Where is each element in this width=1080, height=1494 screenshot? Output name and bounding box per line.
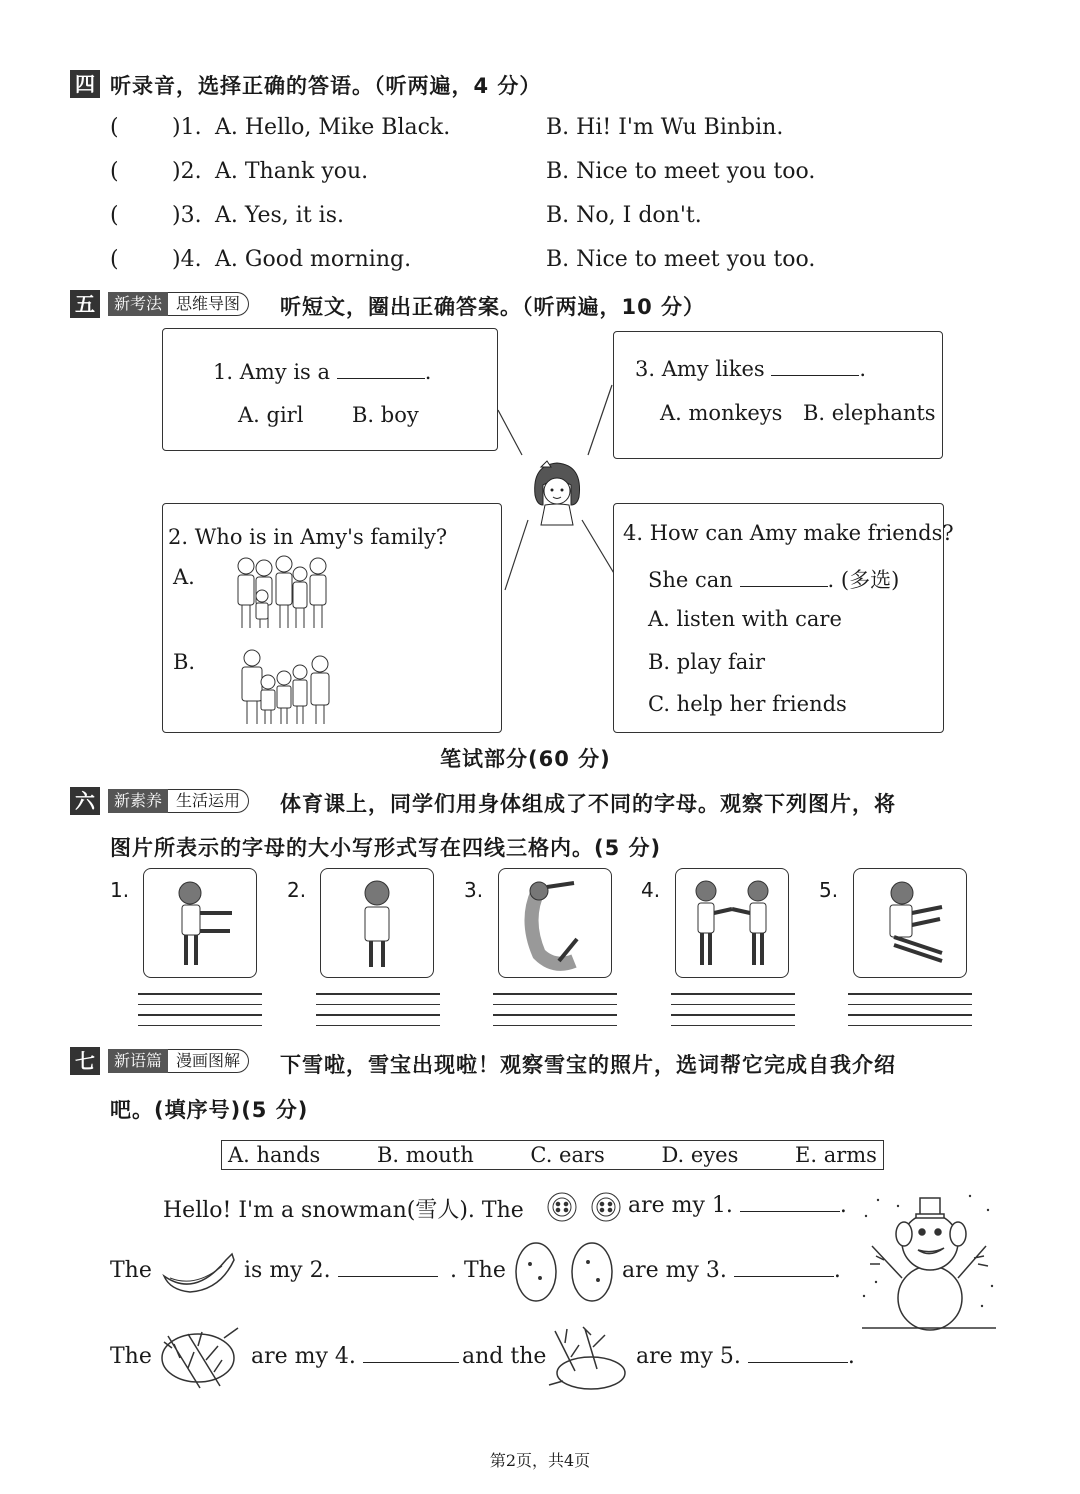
page-footer: 第2页，共4页 (489, 1451, 591, 1470)
option-a: A. girl (238, 403, 304, 427)
picture-number: 4. (641, 878, 661, 902)
family-a-illustration (234, 552, 334, 632)
tag-label: 生活运用 (168, 789, 249, 813)
picture-number: 5. (819, 878, 839, 902)
answer-blank-5[interactable] (748, 1362, 848, 1363)
writing-lines-5[interactable] (848, 993, 972, 1035)
snowman-line-1-end: are my 1. . (628, 1193, 847, 1218)
blank-label: are my 5. (636, 1344, 741, 1369)
letter-picture-4 (675, 868, 789, 978)
section-5-tag (108, 292, 249, 316)
writing-lines-4[interactable] (671, 993, 795, 1035)
multi-select-note: (多选) (840, 568, 900, 592)
sentence-start: She can (648, 568, 733, 592)
question-box-3 (613, 331, 943, 459)
item-paren: ( (110, 203, 119, 228)
section-7-heading-line2: 吧。(填序号)(5 分) (110, 1098, 309, 1122)
item-number: )3. (172, 203, 202, 228)
option-a: A. Hello, Mike Black. (215, 115, 451, 140)
snowman-line-1-start: Hello! I'm a snowman(雪人). The (163, 1198, 524, 1223)
picture-number: 2. (287, 878, 307, 902)
letter-picture-1 (143, 868, 257, 978)
snowman-line-3-mid (251, 1344, 459, 1369)
section-7-badge: 七 (70, 1047, 100, 1075)
snowman-line-2-mid (244, 1258, 438, 1283)
family-b-illustration (236, 646, 336, 728)
item-paren: ( (110, 247, 119, 272)
item-number: )1. (172, 115, 202, 140)
question-2-stem: 2. Who is in Amy's family? (168, 525, 448, 549)
section-4-heading: 听录音，选择正确的答语。（听两遍，4 分） (110, 74, 542, 98)
section-5-badge: 五 (70, 290, 100, 318)
word-option: B. mouth (376, 1143, 474, 1167)
written-part-title: 笔试部分(60 分) (440, 747, 611, 771)
twig-hands-icon (158, 1324, 244, 1392)
writing-lines-3[interactable] (493, 993, 617, 1035)
snowman-line-3-and: and the (462, 1344, 547, 1369)
word-option: E. arms (795, 1143, 877, 1167)
section-7-tag (108, 1049, 249, 1073)
section-6-heading-line1: 体育课上，同学们用身体组成了不同的字母。观察下列图片，将 (280, 792, 896, 816)
option-b: B. Nice to meet you too. (546, 159, 816, 184)
banana-mouth-icon (160, 1246, 238, 1296)
letter-picture-2 (320, 868, 434, 978)
eggs-ears-icon (512, 1240, 616, 1304)
letter-picture-3 (498, 868, 612, 978)
option-a: A. monkeys (660, 401, 783, 425)
option-b: B. play fair (648, 650, 766, 674)
snowman-illustration (858, 1186, 998, 1332)
section-6-tag (108, 789, 249, 813)
option-c: C. help her friends (648, 692, 847, 716)
writing-lines-2[interactable] (316, 993, 440, 1035)
answer-blank[interactable] (740, 586, 828, 587)
word-option: C. ears (530, 1143, 605, 1167)
word-option: A. hands (228, 1143, 321, 1167)
tag-label: 思维导图 (168, 292, 249, 316)
question-4-sentence: She can . (多选) (648, 568, 900, 592)
item-number: )4. (172, 247, 202, 272)
item-number: )2. (172, 159, 202, 184)
blank-label: is my 2. (244, 1258, 331, 1283)
option-a: A. Yes, it is. (215, 203, 344, 228)
option-a: A. listen with care (648, 607, 842, 631)
option-b: B. boy (352, 403, 419, 427)
option-a: A. Good morning. (215, 247, 412, 272)
answer-blank-1[interactable] (740, 1211, 840, 1212)
amy-girl-illustration (527, 455, 587, 527)
option-b-label: B. (173, 650, 196, 674)
tag-label: 新素养 (108, 789, 168, 813)
question-box-1 (162, 328, 498, 451)
option-b: B. No, I don't. (546, 203, 702, 228)
section-7-heading-line1: 下雪啦，雪宝出现啦！观察雪宝的照片，选词帮它完成自我介绍 (280, 1053, 896, 1077)
blank-label: are my 1. (628, 1193, 733, 1218)
section-6-badge: 六 (70, 787, 100, 815)
question-1-stem: 1. Amy is a (213, 360, 331, 384)
section-6-heading-line2: 图片所表示的字母的大小写形式写在四线三格内。(5 分) (110, 836, 662, 860)
answer-blank[interactable] (771, 375, 859, 376)
item-paren: ( (110, 159, 119, 184)
item-paren: ( (110, 115, 119, 140)
section-4-badge: 四 (70, 70, 100, 98)
snowman-line-2-the: The (110, 1258, 152, 1283)
snowman-line-3-end: are my 5. . (636, 1344, 855, 1369)
option-b: B. elephants (803, 401, 936, 425)
section-5-heading: 听短文，圈出正确答案。（听两遍，10 分） (280, 295, 706, 319)
option-a: A. Thank you. (215, 159, 369, 184)
buttons-eyes-icon (546, 1190, 626, 1224)
snowman-line-2-the2: . The (450, 1258, 506, 1283)
blank-label: are my 3. (622, 1258, 727, 1283)
question-4-stem: 4. How can Amy make friends? (623, 521, 954, 545)
picture-number: 3. (464, 878, 484, 902)
question-1-text: 1. Amy is a . (213, 360, 432, 384)
word-bank (221, 1140, 884, 1170)
letter-picture-5 (853, 868, 967, 978)
option-a-label: A. (173, 565, 195, 589)
answer-blank-3[interactable] (734, 1276, 834, 1277)
answer-blank-4[interactable] (363, 1362, 459, 1363)
picture-number: 1. (110, 878, 130, 902)
question-3-stem: 3. Amy likes (635, 357, 765, 381)
blank-label: are my 4. (251, 1344, 356, 1369)
answer-blank[interactable] (337, 378, 425, 379)
tag-label: 新语篇 (108, 1049, 168, 1073)
answer-blank-2[interactable] (338, 1276, 438, 1277)
question-3-text: 3. Amy likes . (635, 357, 867, 381)
twig-arms-icon (545, 1325, 629, 1393)
snowman-line-2-end: are my 3. . (622, 1258, 841, 1283)
option-b: B. Nice to meet you too. (546, 247, 816, 272)
snowman-line-3-the: The (110, 1344, 152, 1369)
writing-lines-1[interactable] (138, 993, 262, 1035)
tag-label: 新考法 (108, 292, 168, 316)
word-option: D. eyes (661, 1143, 739, 1167)
tag-label: 漫画图解 (168, 1049, 249, 1073)
option-b: B. Hi! I'm Wu Binbin. (546, 115, 784, 140)
